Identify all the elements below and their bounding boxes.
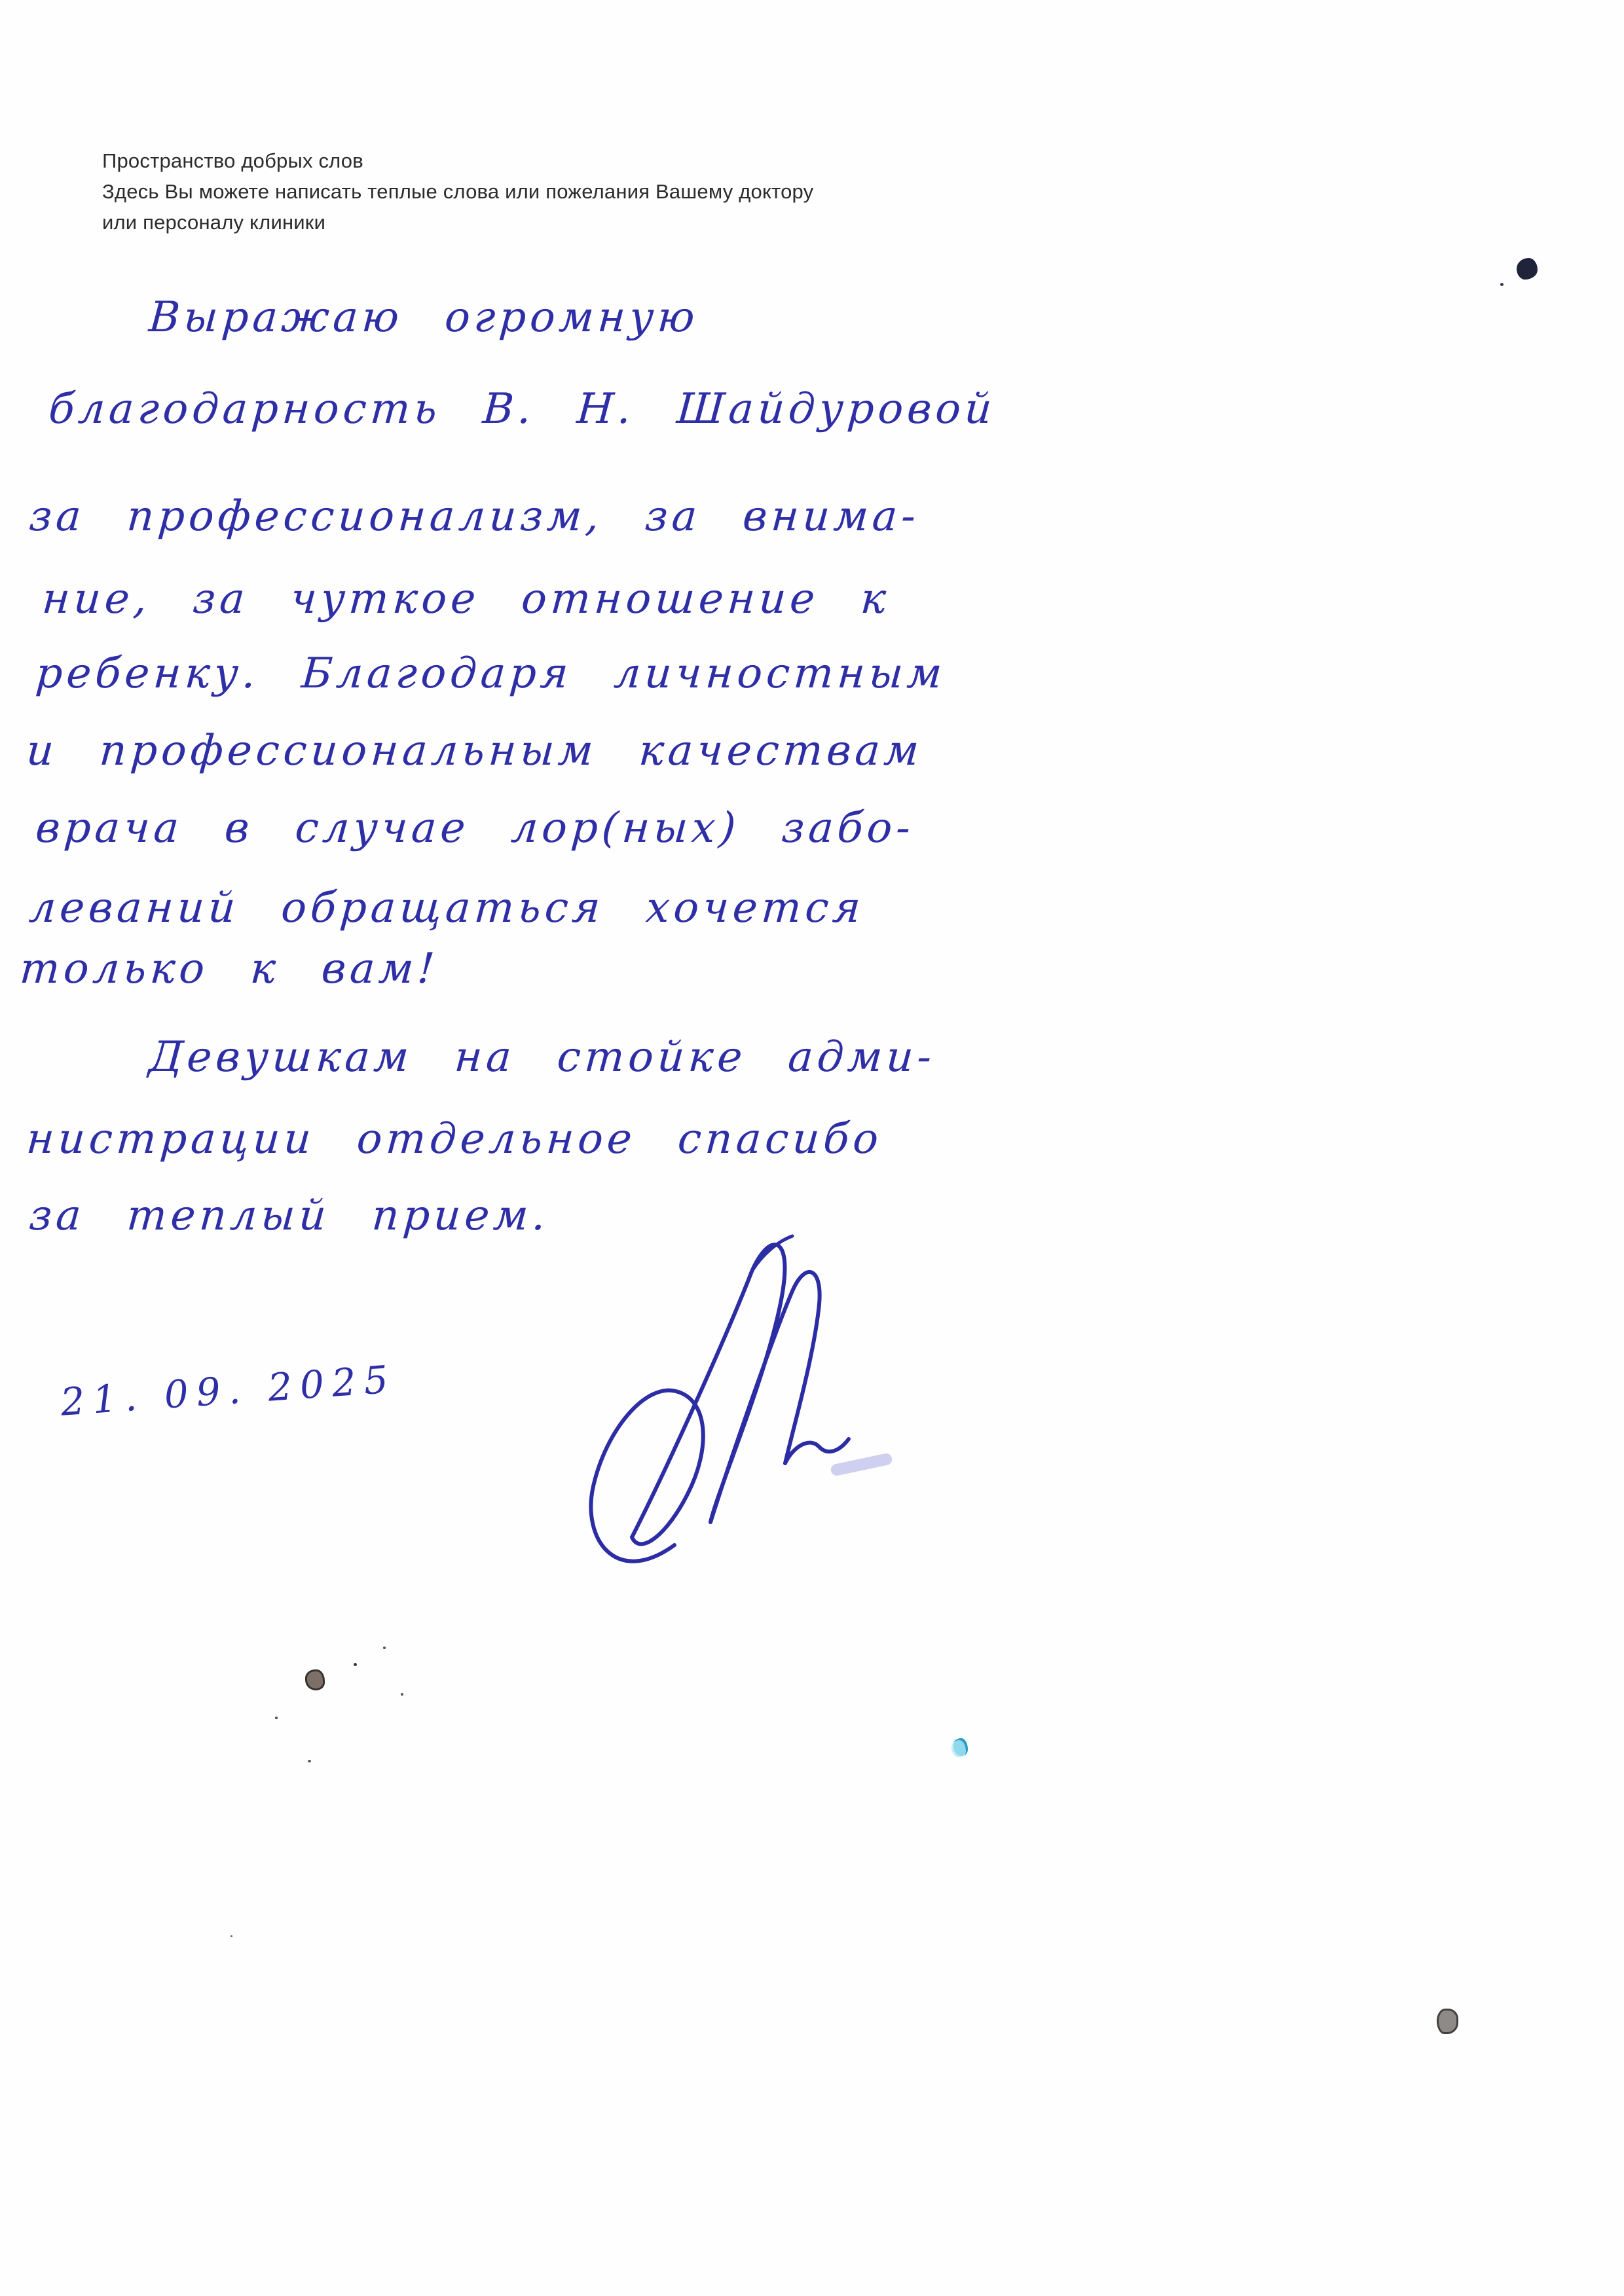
ink-dot	[1500, 283, 1504, 286]
form-description-line-1: Здесь Вы можете написать теплые слова или пожелания Вашему доктору	[102, 180, 814, 203]
dust-dot	[383, 1647, 386, 1649]
ink-blot-dark	[1517, 258, 1538, 280]
signature-icon	[576, 1231, 858, 1571]
handwriting-line: Девушкам на стойке адми-	[147, 1033, 937, 1082]
dust-dot	[275, 1717, 278, 1719]
handwriting-line: Выражаю огромную	[147, 293, 701, 342]
handwriting-line: леваний обращаться хочется	[28, 884, 866, 932]
handwriting-line: и профессиональным качествам	[25, 727, 925, 775]
handwriting-line: только к вам!	[18, 945, 440, 993]
handwriting-line: благодарность В. Н. Шайдуровой	[47, 385, 997, 433]
dust-dot	[354, 1663, 357, 1666]
handwriting-line: за теплый прием.	[28, 1192, 551, 1240]
dust-dot	[308, 1760, 311, 1762]
handwriting-line: за профессионализм, за внима-	[28, 492, 921, 541]
handwriting-line: ребенку. Благодаря личностным	[34, 649, 948, 698]
handwriting-line: врача в случае лор(ных) забо-	[34, 804, 916, 852]
form-title: Пространство добрых слов	[102, 149, 363, 172]
form-description-line-2: или персоналу клиники	[102, 211, 326, 234]
handwriting-line: ние, за чуткое отношение к	[41, 575, 892, 623]
paper-speck-gray	[1437, 2009, 1458, 2034]
handwritten-date: 21. 09. 2025	[59, 1357, 397, 1425]
handwriting-line: нистрации отдельное спасибо	[25, 1115, 884, 1163]
signature	[576, 1231, 858, 1571]
dust-dot	[401, 1693, 403, 1696]
paper-speck-brown	[305, 1669, 325, 1690]
printed-header	[102, 145, 813, 238]
dust-dot	[231, 1935, 232, 1937]
ink-speck-cyan	[951, 1738, 968, 1757]
